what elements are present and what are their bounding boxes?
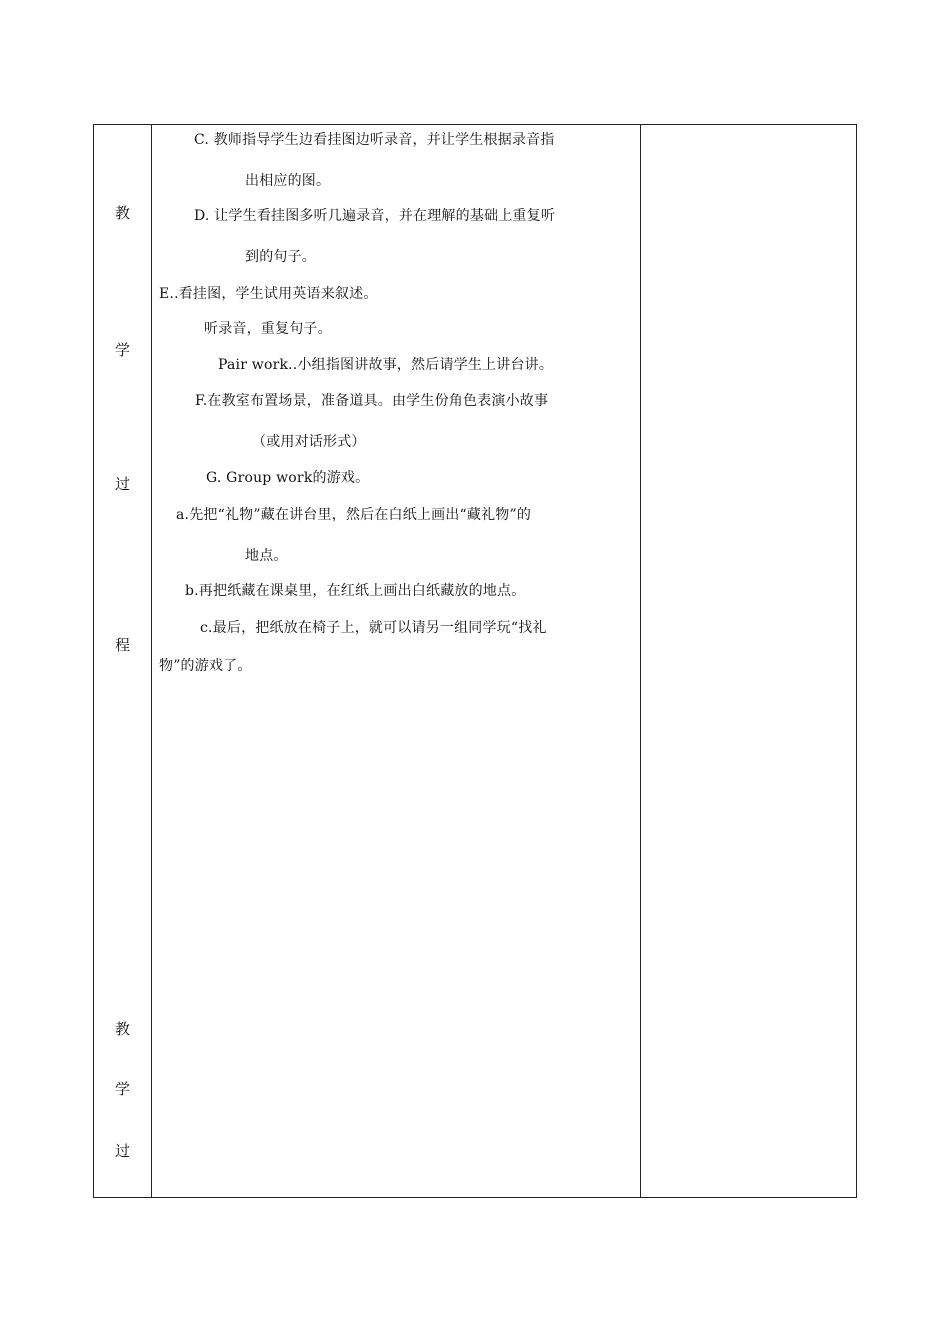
column-divider-left <box>151 125 152 1197</box>
content-line: （或用对话形式） <box>252 434 366 450</box>
content-line: 物”的游戏了。 <box>159 658 252 674</box>
side-label: 过 <box>114 1142 130 1160</box>
content-line: G. Group work的游戏。 <box>206 470 370 486</box>
side-label: 教 <box>114 1020 130 1038</box>
lesson-table <box>93 124 857 1198</box>
content-line: 到的句子。 <box>245 249 316 265</box>
content-line: F.在教室布置场景，准备道具。由学生份角色表演小故事 <box>195 393 549 409</box>
side-label: 程 <box>114 636 130 654</box>
content-line: 地点。 <box>245 548 288 564</box>
content-line: C. 教师指导学生边看挂图边听录音，并让学生根据录音指 <box>194 132 555 148</box>
side-label: 教 <box>114 204 130 222</box>
side-label: 学 <box>114 341 130 359</box>
content-line: D. 让学生看挂图多听几遍录音，并在理解的基础上重复听 <box>194 208 556 224</box>
content-line: a.先把“礼物”藏在讲台里，然后在白纸上画出“藏礼物”的 <box>176 507 532 523</box>
side-label: 学 <box>114 1080 130 1098</box>
content-line: 出相应的图。 <box>245 173 331 189</box>
content-line: b.再把纸藏在课桌里，在红纸上画出白纸藏放的地点。 <box>185 583 526 599</box>
content-line: Pair work..小组指图讲故事，然后请学生上讲台讲。 <box>218 357 554 373</box>
content-line: 听录音，重复句子。 <box>204 321 332 337</box>
side-label: 过 <box>114 475 130 493</box>
column-divider-right <box>640 125 641 1197</box>
content-line: E..看挂图，学生试用英语来叙述。 <box>159 286 378 302</box>
content-line: c.最后，把纸放在椅子上，就可以请另一组同学玩“找礼 <box>200 620 547 636</box>
